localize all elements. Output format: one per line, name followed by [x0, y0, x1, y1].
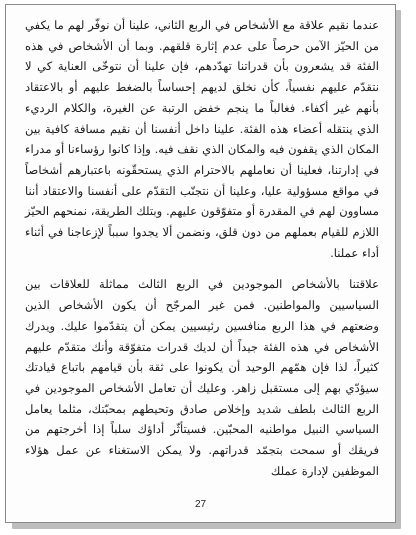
paragraph-2: علاقتنا بالأشخاص الموجودين في الربع الثالث مماثلة للعلاقات بين السياسيين والمواطنين. فمن غير المرجّح أن يكون الأشخاص الذين وضعتهم في هذا الربع منافسين رئيسيين يمكن أن يتقدّموا عليك. ويدرك الأشخاص في هذه الفئة جيداً أن لديك قدرات متفوّقة وأنك متقدّم عليهم كثيراً، لذا فإن همّهم الوحيد أن يكونوا على ثقة بأن قيامهم باتباع قيادتك سيؤدّي بهم إلى مستقبل زاهر. وعليك أن تعامل الأشخاص الموجودين في الربع الثالث بلطف شديد وإخلاص صادق وتحيطهم بمحبّتك، مثلما يعامل السياسي النبيل مواطنيه المحبّين. فسيتأثّر أداؤك سلباً إذا أخرجتهم من فريقك أو سمحت بتجمّد قدراتهم. ولا يمكن الاستغناء عن عمل هؤلاء الموظفين لإدارة عملك [25, 277, 379, 478]
body-text [25, 15, 379, 481]
page-number: 27 [194, 499, 207, 510]
book-page [5, 4, 396, 523]
paragraph-1: عندما نقيم علاقة مع الأشخاص في الربع الثاني، علينا أن نوفّر لهم ما يكفي من الحيّز الآمن حرصاً على عدم إثارة قلقهم. وبما أن الأشخاص في هذه الفئة قد يشعرون بأن قدراتنا تهدّدهم، فإن علينا أن نتوخّى العناية كي لا نتقدّم عليهم نفسياً، كأن نخلق لديهم إحساساً بالضغط عليهم أو بالاعتقاد بأنهم غير أكفاء. فغالباً ما ينجم خفض الرتبة عن الغيرة، والكلام الرديء الذي ينتقله أعضاء هذه الفئة. علينا داخل أنفسنا أن نقيم مسافة كافية بين المكان الذي يقفون فيه والمكان الذي نقف فيه. وإذا كانوا رؤساءنا أو مدراء في إدارتنا، فعلينا أن نعاملهم بالاحترام الذي يستحقّونه باعتبارهم أشخاصاً في مواقع مسؤولية عليا، وعلينا أن نتجنّب التقدّم على أنفسنا والاعتقاد أننا مساوون لهم في المقدرة أو متفوّقون عليهم. وبتلك الطريقة، نمنحهم الحيّز اللازم للقيام بعملهم من دون قلق، ونضمن ألا يجدوا سبباً لإزعاجنا في أثناء أداء عملنا. [25, 18, 379, 260]
